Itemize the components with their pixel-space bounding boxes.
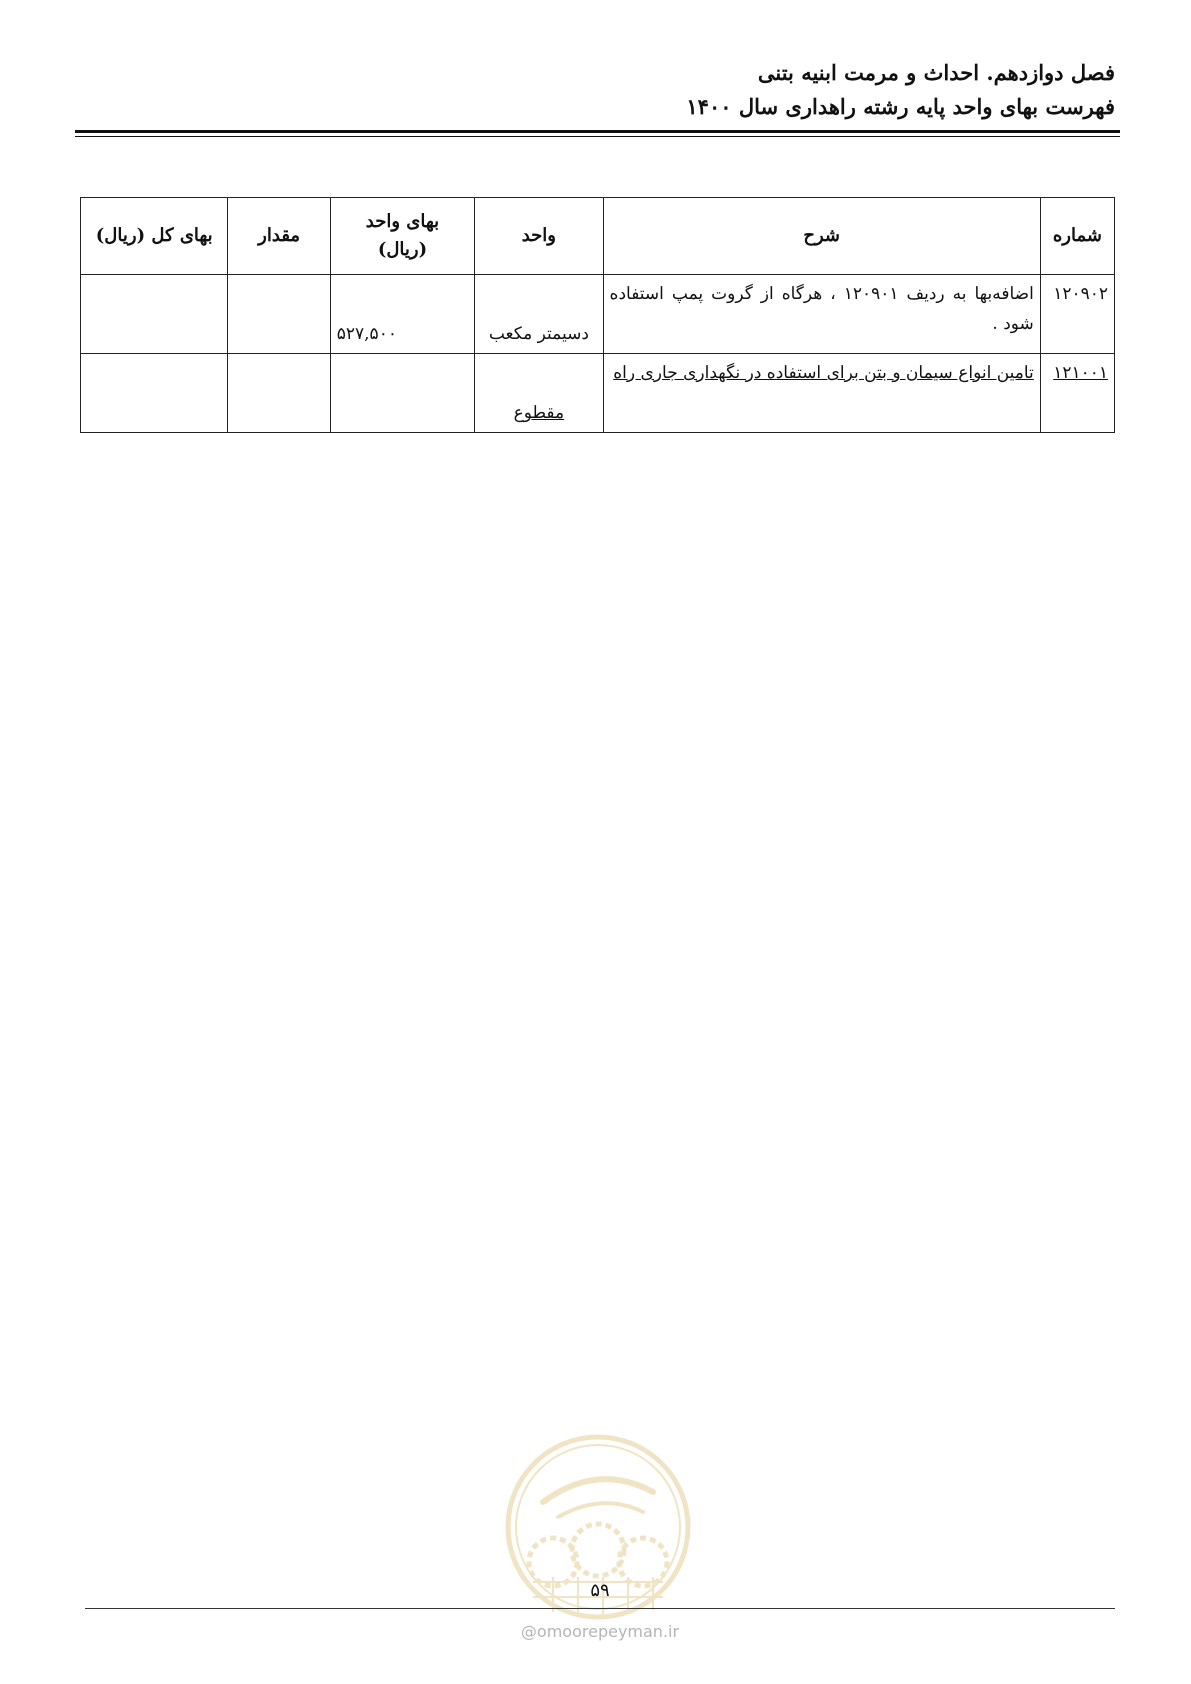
- table-row: [81, 354, 1115, 433]
- header-total-price: بهای کل (ریال): [81, 198, 228, 275]
- header-quantity: مقدار: [228, 198, 330, 275]
- row-number: ۱۲۰۹۰۲: [1040, 275, 1114, 354]
- header-unit-price-label: بهای واحد: [365, 211, 440, 232]
- header-unit-price: [330, 198, 474, 275]
- header-description: شرح: [603, 198, 1040, 275]
- row-total-price: [81, 275, 228, 354]
- row-description: اضافه‌بها به ردیف ۱۲۰۹۰۱ ، هرگاه از گروت پمپ استفاده شود .: [603, 275, 1040, 354]
- row-description: تامین انواع سیمان و بتن برای استفاده در نگهداری جاری راه: [603, 354, 1040, 433]
- row-quantity: [228, 275, 330, 354]
- website-watermark: @omoorepeyman.ir: [520, 1622, 680, 1641]
- row-unit: مقطوع: [475, 354, 603, 433]
- header-unit: واحد: [475, 198, 603, 275]
- header-number: شماره: [1040, 198, 1114, 275]
- row-number: ۱۲۱۰۰۱: [1040, 354, 1114, 433]
- row-unit-price: ۵۲۷,۵۰۰: [330, 275, 474, 354]
- page-header: [75, 56, 1115, 124]
- header-divider: [75, 130, 1120, 137]
- row-unit: دسیمتر مکعب: [475, 275, 603, 354]
- chapter-title: فصل دوازدهم. احداث و مرمت ابنیه بتنی: [757, 60, 1115, 85]
- row-unit-price: [330, 354, 474, 433]
- header-unit-price-currency: (ریال): [377, 239, 428, 260]
- table-row: [81, 275, 1115, 354]
- price-table: [80, 197, 1115, 433]
- footer-divider: [85, 1608, 1115, 1609]
- page-number: ۵۹: [590, 1580, 610, 1601]
- document-title: فهرست بهای واحد پایه رشته راهداری سال ۱۴۰۰: [686, 94, 1115, 119]
- row-total-price: [81, 354, 228, 433]
- row-quantity: [228, 354, 330, 433]
- table-header-row: [81, 198, 1115, 275]
